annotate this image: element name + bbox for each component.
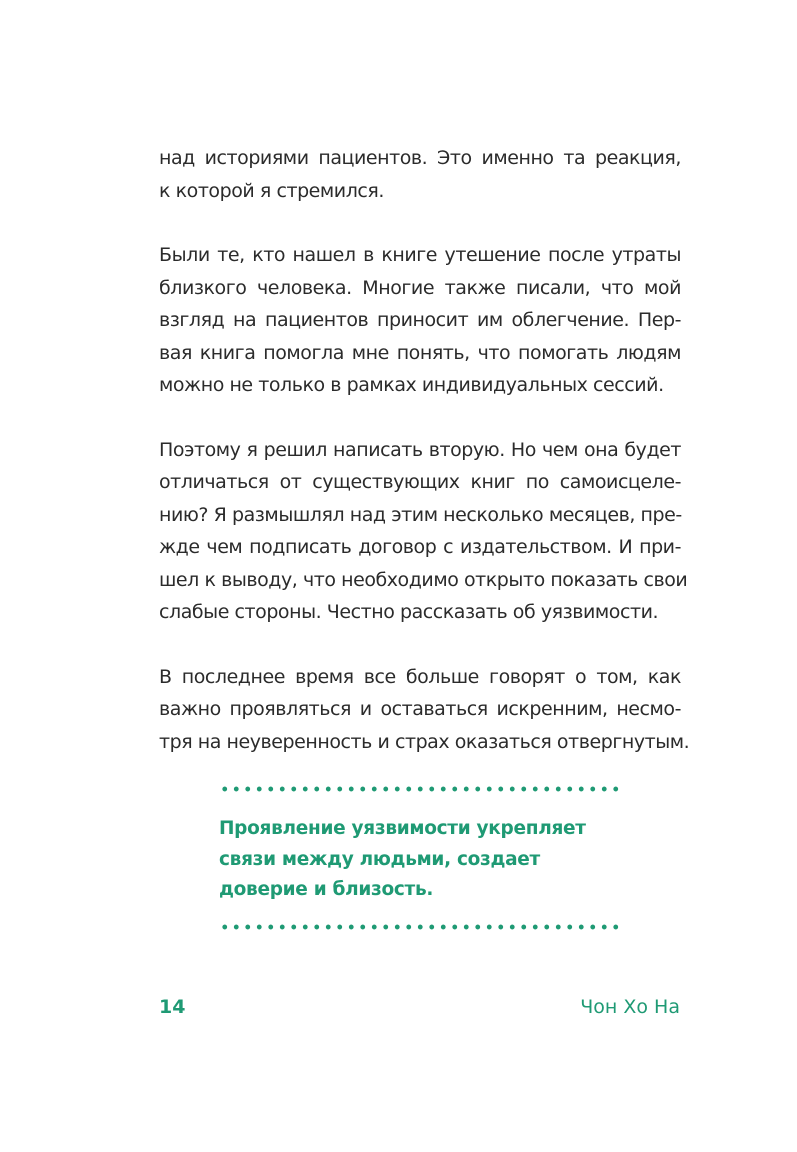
dotted-divider-top [219,786,621,792]
text-line: тря на неуверенность и страх оказаться отвергнутым. [159,730,690,753]
text-line: близкого человека. Многие также писали, что мой [159,276,681,299]
text-line: отличаться от существующих книг по самоисцеле- [159,471,681,493]
text-line: важно проявляться и оставаться искренним, несмо- [159,698,681,720]
pull-quote-line: доверие и близость. [219,879,434,900]
text-line: над историями пациентов. Это именно та реакция, [159,147,681,169]
text-line: шел к выводу, что необходимо открыто показать свои [159,568,688,591]
paragraph-2 [159,239,681,402]
text-line: взгляд на пациентов приносит им облегчение. Пер- [159,309,681,331]
text-line: можно не только в рамках индивидуальных сессий. [159,374,664,396]
text-line: слабые стороны. Честно рассказать об уязвимости. [159,601,659,623]
dotted-divider-bottom [219,924,621,930]
text-line: жде чем подписать договор с издательством. И при- [159,536,681,558]
body-text [159,142,690,790]
text-line: вая книга помогла мне понять, что помогать людям [159,341,681,364]
running-header-author: Чон Хо На [580,996,680,1018]
pull-quote-line: Проявление уязвимости укрепляет [219,818,586,839]
text-line: нию? Я размышлял над этим несколько месяцев, пре- [159,503,682,526]
pull-quote-line: связи между людьми, создает [219,848,540,870]
text-line: В последнее время все больше говорят о том, как [159,665,681,688]
page-number: 14 [159,996,186,1018]
pull-quote [219,814,621,906]
paragraph-4 [159,661,690,759]
paragraph-3 [159,434,688,629]
text-line: к которой я стремился. [159,179,384,202]
paragraph-1 [159,142,681,207]
text-line: Были те, кто нашел в книге утешение после утраты [159,244,681,266]
text-line: Поэтому я решил написать вторую. Но чем она будет [159,438,681,461]
